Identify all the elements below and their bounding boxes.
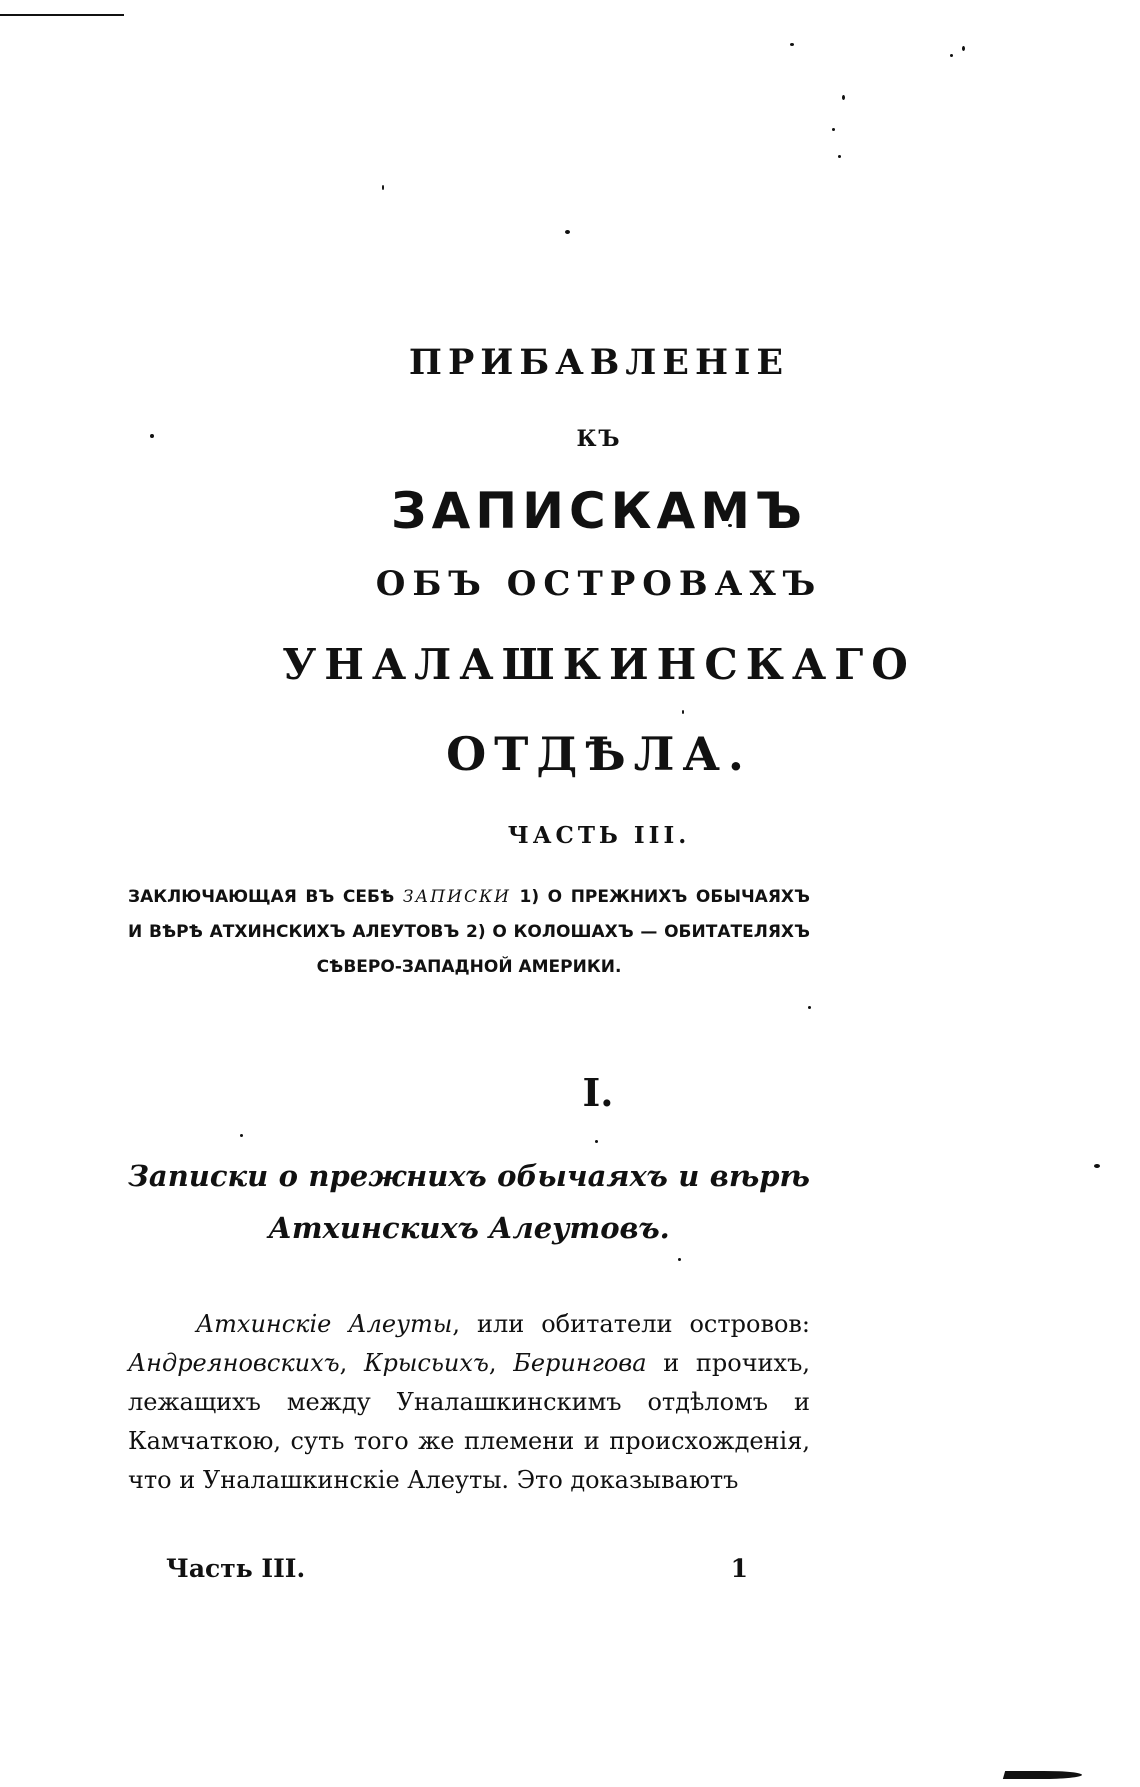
title-line-4: ОБЪ ОСТРОВАХЪ	[375, 564, 823, 604]
summary-text-end: 1) О ПРЕЖНИХЪ ОБЫЧАЯХЪ И ВѢРѢ АТХИНСКИХЪ АЛЕУТОВЪ 2) О КОЛОШАХЪ — ОБИТАТЕЛЯХЪ СѢВЕРО-ЗАПАДНОЙ АМЕРИКИ.	[128, 887, 811, 977]
body-seg-3: Андреяновскихъ	[128, 1349, 340, 1377]
title-line-3: ЗАПИСКАМЪ	[391, 482, 807, 540]
speck	[1094, 1164, 1100, 1168]
body-seg-4: ,	[339, 1349, 364, 1377]
speck	[838, 155, 841, 158]
top-rule	[0, 14, 124, 16]
title-line-6: ОТДѢЛА.	[446, 727, 752, 781]
body-seg-8: и прочихъ, лежащихъ между Уналашкинскимъ отдѣломъ и Камчаткою, суть того же племени и происхожденія, что и Уналашкинскіе Алеуты. Это доказываютъ	[128, 1349, 810, 1494]
signature-mark: Часть III.	[166, 1554, 306, 1583]
part-heading: ЧАСТЬ III.	[507, 822, 691, 849]
speck	[832, 128, 835, 131]
speck	[962, 46, 965, 51]
body-seg-2: , или обитатели островов:	[452, 1310, 811, 1338]
speck	[790, 43, 794, 46]
section-title: Записки о прежнихъ обычаяхъ и вѣрѣ Атхинскихъ Алеутовъ.	[128, 1159, 810, 1245]
page-number: 1	[730, 1554, 748, 1583]
bottom-ink-mark	[1003, 1771, 1083, 1779]
speck	[565, 230, 570, 234]
speck	[808, 1006, 811, 1009]
body-seg-6: ,	[488, 1349, 514, 1377]
speck	[682, 710, 684, 714]
speck	[678, 1258, 681, 1261]
body-paragraph	[128, 1305, 810, 1500]
body-seg-5: Крысьихъ	[363, 1349, 489, 1377]
speck	[842, 95, 845, 100]
summary-text-start: ЗАКЛЮЧАЮЩАЯ ВЪ СЕБѢ	[128, 887, 395, 907]
speck	[595, 1140, 598, 1143]
title-line-5: УНАЛАШКИНСКАГО	[282, 640, 916, 689]
title-line-2: КЪ	[576, 426, 622, 452]
speck	[950, 54, 953, 57]
title-line-1: ПРИБАВЛЕНІЕ	[408, 342, 790, 383]
body-seg-7: Берингова	[513, 1349, 647, 1377]
contents-summary	[128, 880, 810, 985]
body-seg-1: Атхинскіе Алеуты	[196, 1310, 453, 1338]
summary-italic-word: ЗАПИСКИ	[402, 887, 511, 907]
speck	[382, 185, 384, 190]
section-number: I.	[582, 1070, 614, 1115]
speck	[240, 1134, 243, 1137]
